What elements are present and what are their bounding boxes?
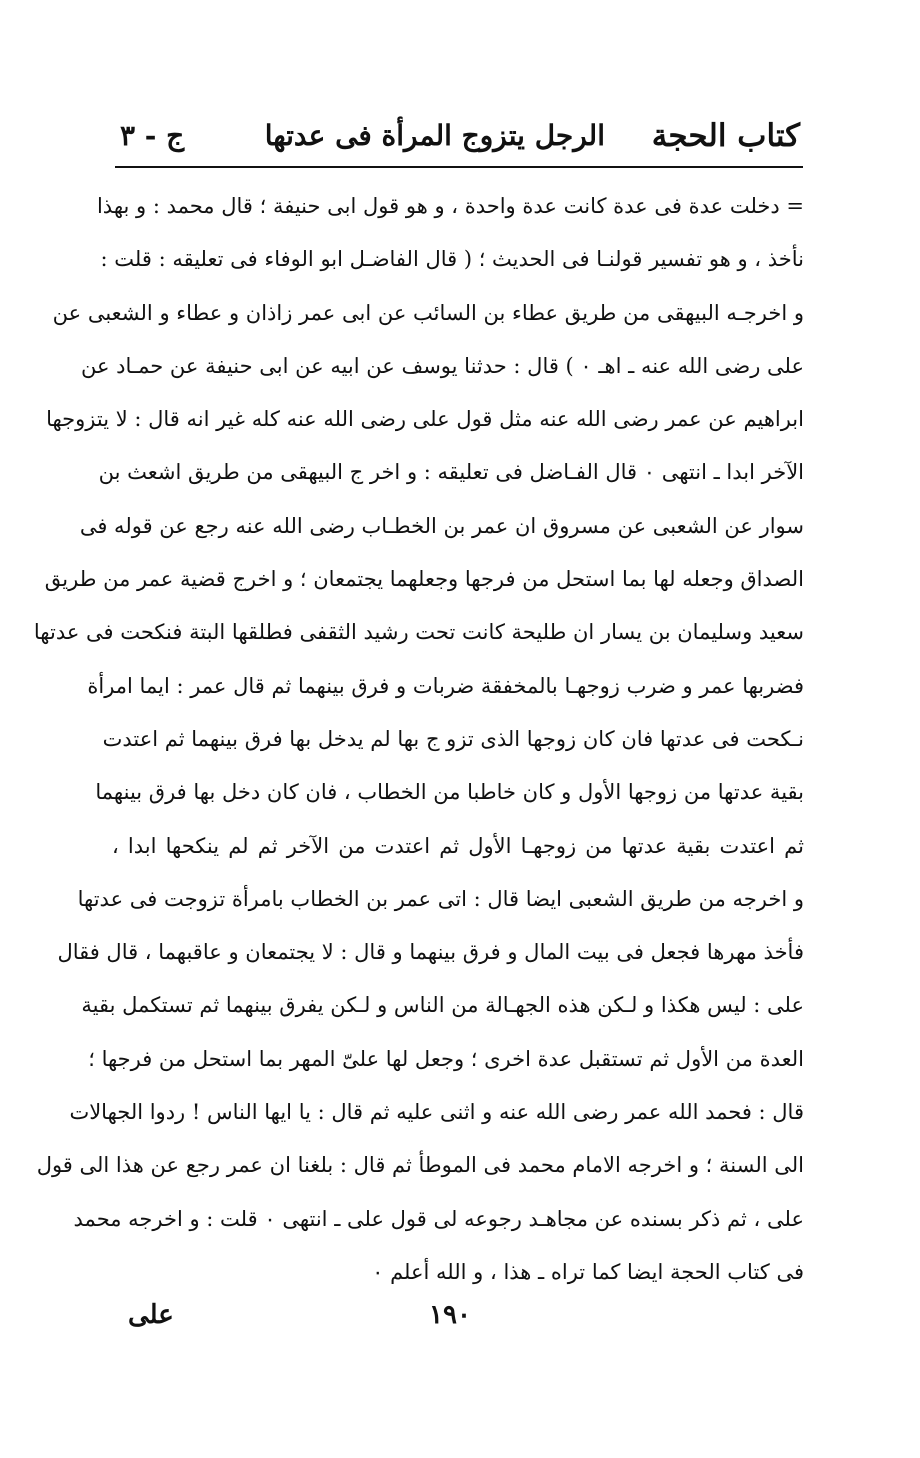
text-line: سعيد وسليمان بن يسار ان طليحة كانت تحت رشيد الثقفى فطلقها البتة فنكحت فى عدتها bbox=[33, 620, 804, 645]
text-line: بقية عدتها من زوجها الأول و كان خاطبا من الخطاب ، فان كان دخل بها فرق بينهما bbox=[95, 780, 804, 805]
text-line: على رضى الله عنه ـ اهـ ٠ ) قال : حدثنا يوسف عن ابيه عن ابى حنيفة عن حمـاد عن bbox=[80, 353, 804, 378]
text-line: نـكحت فى عدتها فان كان زوجها الذى تزو ج بها لم يدخل بها فرق بينهما ثم اعتدت bbox=[102, 726, 804, 751]
header-divider bbox=[115, 166, 803, 168]
chapter-title: الرجل يتزوج المرأة فى عدتها bbox=[264, 119, 605, 152]
text-line: و اخرجـه البيهقى من طريق عطاء بن السائب عن ابى عمر زاذان و عطاء و الشعبى عن bbox=[52, 300, 804, 325]
text-line: فضربها عمر و ضرب زوجهـا بالمخفقة ضربات و فرق بينهما ثم قال عمر : ايما امرأة bbox=[87, 673, 804, 698]
text-line: الآخر ابدا ـ انتهى ٠ قال الفـاضل فى تعليقه : و اخر ج البيهقى من طريق اشعث بن bbox=[98, 460, 804, 485]
text-line: فأخذ مهرها فجعل فى بيت المال و فرق بينهما و قال : لا يجتمعان و عاقبهما ، قال فقال bbox=[57, 940, 804, 965]
text-line: و اخرجه من طريق الشعبى ايضا قال : اتى عمر بن الخطاب بامرأة تزوجت فى عدتها bbox=[77, 886, 804, 911]
catchword: على bbox=[128, 1300, 174, 1330]
body-text bbox=[33, 180, 804, 1299]
text-line: قال : فحمد الله عمر رضى الله عنه و اثنى عليه ثم قال : يا ايها الناس ! ردوا الجهالات bbox=[69, 1100, 804, 1125]
text-line: الى السنة ؛ و اخرجه الامام محمد فى الموطأ ثم قال : بلغنا ان عمر رجع عن هذا الى قول bbox=[36, 1153, 804, 1178]
page-header bbox=[120, 112, 800, 160]
text-line: نأخذ ، و هو تفسير قولنـا فى الحديث ؛ ( قال الفاضـل ابو الوفاء فى تعليقه : قلت : bbox=[100, 247, 804, 272]
text-line: سوار عن الشعبى عن مسروق ان عمر بن الخطـاب رضى الله عنه رجع عن قوله فى bbox=[79, 513, 804, 538]
text-line: على : ليس هكذا و لـكن هذه الجهـالة من الناس و لـكن يفرق بينهما ثم تستكمل بقية bbox=[81, 993, 804, 1018]
text-line: العدة من الأول ثم تستقبل عدة اخرى ؛ وجعل لها علىّ المهر بما استحل من فرجها ؛ bbox=[88, 1046, 804, 1071]
text-line: ابراهيم عن عمر رضى الله عنه مثل قول على رضى الله عنه كله غير انه قال : لا يتزوجها bbox=[46, 407, 804, 432]
volume-number: ج - ٣ bbox=[120, 119, 185, 152]
text-line: على ، ثم ذكر بسنده عن مجاهـد رجوعه لى قول على ـ انتهى ٠ قلت : و اخرجه محمد bbox=[73, 1206, 804, 1231]
text-line: الصداق وجعله لها بما استحل من فرجها وجعلهما يجتمعان ؛ و اخرج قضية عمر من طريق bbox=[44, 567, 804, 592]
book-title: كتاب الحجة bbox=[651, 118, 800, 154]
text-line-last: فى كتاب الحجة ايضا كما تراه ـ هذا ، و الله أعلم ٠ bbox=[372, 1259, 804, 1284]
text-line: = دخلت عدة فى عدة كانت عدة واحدة ، و هو قول ابى حنيفة ؛ قال محمد : و بهذا bbox=[96, 194, 804, 218]
page-number: ١٩٠ bbox=[429, 1300, 471, 1330]
text-line: ثم اعتدت بقية عدتها من زوجهـا الأول ثم اعتدت من الآخر ثم لم ينكحها ابدا ، bbox=[112, 833, 804, 858]
